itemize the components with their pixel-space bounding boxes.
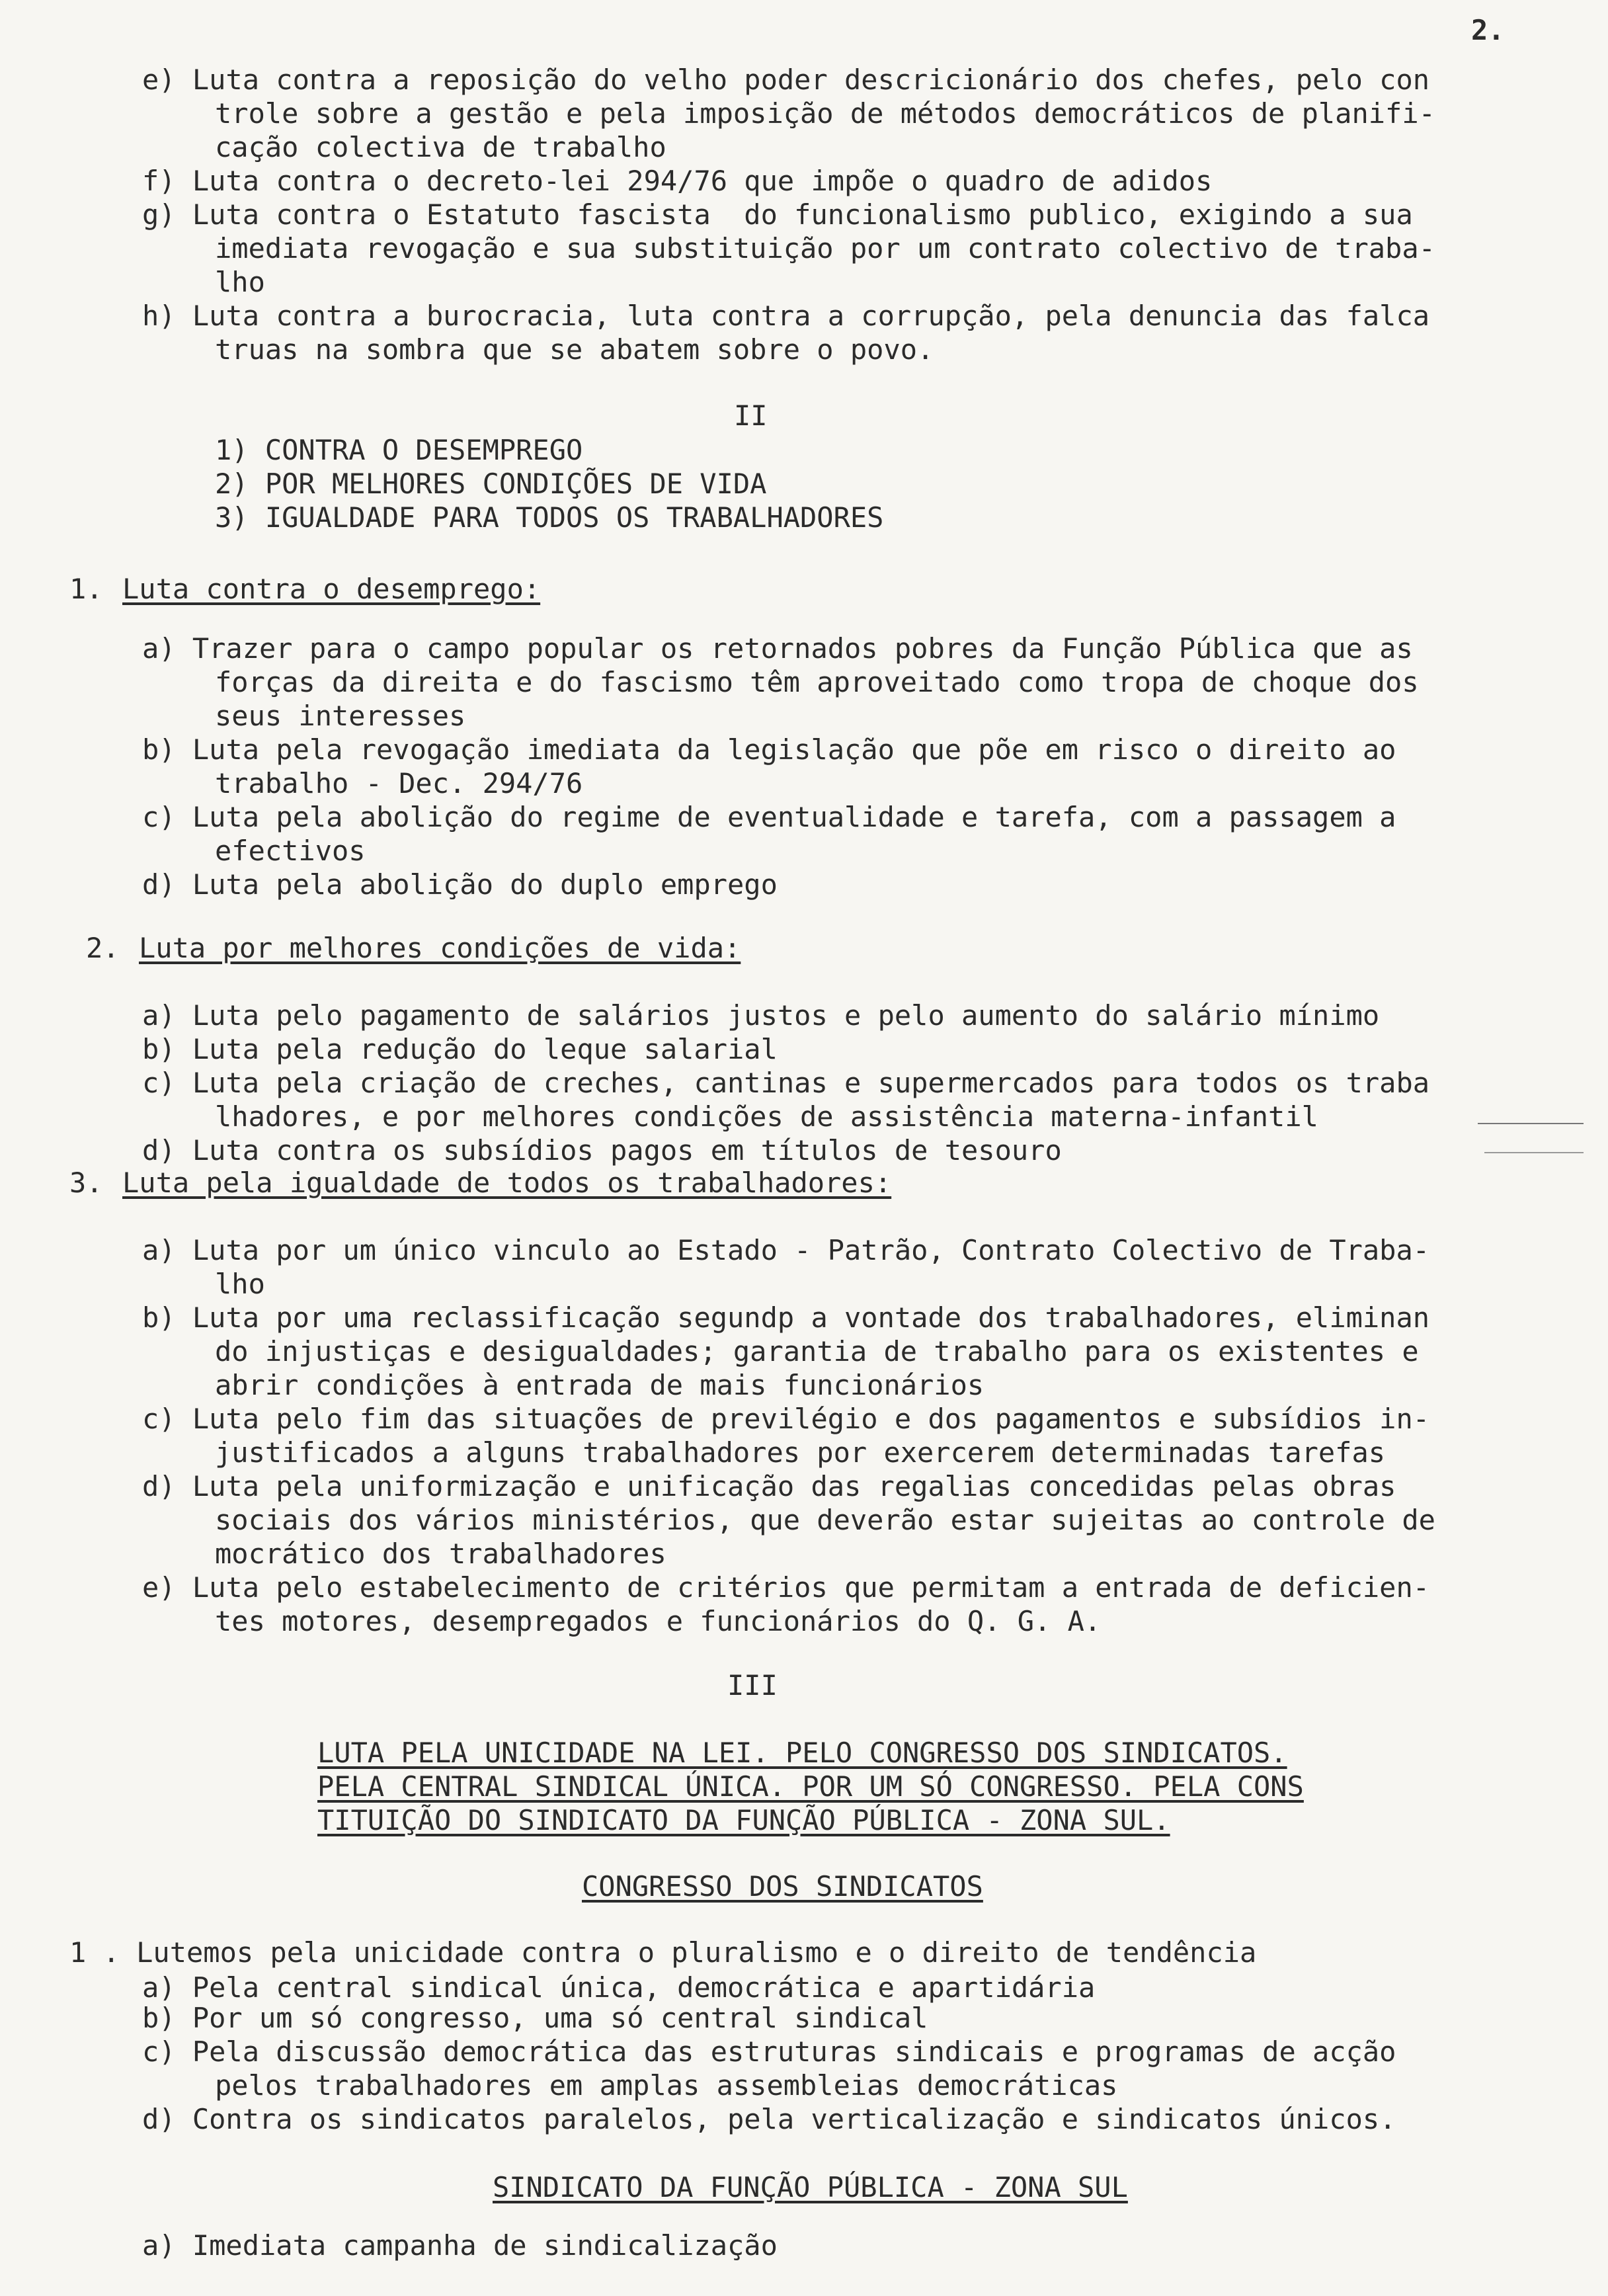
group-3-title: Luta pela igualdade de todos os trabalhadores:	[122, 1167, 892, 1199]
item-g-line-2: imediata revogação e sua substituição por um contrato colectivo de traba-	[215, 232, 1435, 265]
item-e-line-1: e) Luta contra a reposição do velho poder descricionário dos chefes, pelo con	[142, 63, 1430, 96]
section-ii-heading: II	[734, 399, 768, 432]
g3-e-line-1: e) Luta pelo estabelecimento de critérios que permitam a entrada de deficien-	[142, 1571, 1430, 1604]
g2-b-line-1: b) Luta pela redução do leque salarial	[142, 1033, 778, 1065]
g3-b-line-2: do injustiças e desigualdades; garantia de trabalho para os existentes e	[215, 1335, 1419, 1368]
g2-c-line-1: c) Luta pela criação de creches, cantinas e supermercados para todos os traba	[142, 1067, 1430, 1099]
item-g-line-1: g) Luta contra o Estatuto fascista do funcionalismo publico, exigindo a sua	[142, 198, 1413, 231]
congress-d: d) Contra os sindicatos paralelos, pela verticalização e sindicatos únicos.	[142, 2103, 1396, 2135]
slogan-line-2: PELA CENTRAL SINDICAL ÚNICA. POR UM SÓ CONGRESSO. PELA CONS	[317, 1770, 1304, 1803]
g1-c-line-2: efectivos	[215, 835, 366, 867]
g1-d-line-1: d) Luta pela abolição do duplo emprego	[142, 868, 778, 901]
g3-e-line-2: tes motores, desempregados e funcionários do Q. G. A.	[215, 1605, 1102, 1637]
g3-c-line-2: justificados a alguns trabalhadores por exercerem determinadas tarefas	[215, 1436, 1386, 1469]
group-2-title: Luta por melhores condições de vida:	[139, 932, 741, 964]
section-iii-heading: III	[727, 1669, 778, 1702]
group-1-title: Luta contra o desemprego:	[122, 573, 541, 605]
item-h-line-2: truas na sombra que se abatem sobre o povo.	[215, 333, 934, 366]
g3-a-line-1: a) Luta por um único vinculo ao Estado - Patrão, Contrato Colectivo de Traba-	[142, 1234, 1430, 1266]
g3-d-line-3: mocrático dos trabalhadores	[215, 1538, 666, 1570]
g1-b-line-1: b) Luta pela revogação imediata da legislação que põe em risco o direito ao	[142, 733, 1396, 766]
item-f-line-1: f) Luta contra o decreto-lei 294/76 que impõe o quadro de adidos	[142, 165, 1213, 197]
section-ii-item-1: 1) CONTRA O DESEMPREGO	[215, 434, 583, 466]
g1-a-line-2: forças da direita e do fascismo têm aproveitado como tropa de choque dos	[215, 666, 1419, 698]
slogan-line-1: LUTA PELA UNICIDADE NA LEI. PELO CONGRESSO DOS SINDICATOS.	[317, 1737, 1287, 1769]
g3-d-line-2: sociais dos vários ministérios, que deverão estar sujeitas ao controle de	[215, 1504, 1435, 1536]
g1-c-line-1: c) Luta pela abolição do regime de eventualidade e tarefa, com a passagem a	[142, 801, 1396, 833]
item-e-line-2: trole sobre a gestão e pela imposição de métodos democráticos de planifi-	[215, 97, 1435, 130]
page-number: 2.	[1471, 14, 1505, 46]
congress-a: a) Pela central sindical única, democrática e apartidária	[142, 1971, 1096, 2004]
section-ii-item-3: 3) IGUALDADE PARA TODOS OS TRABALHADORES	[215, 501, 884, 534]
congress-b: b) Por um só congresso, uma só central sindical	[142, 2002, 928, 2034]
group-1-number: 1.	[69, 573, 103, 605]
g3-b-line-1: b) Luta por uma reclassificação segundp a vontade dos trabalhadores, eliminan	[142, 1301, 1430, 1334]
congress-c-line-2: pelos trabalhadores em amplas assembleias democráticas	[215, 2069, 1118, 2102]
g1-a-line-3: seus interesses	[215, 700, 466, 732]
stray-mark	[1478, 1123, 1584, 1124]
section-ii-item-2: 2) POR MELHORES CONDIÇÕES DE VIDA	[215, 468, 767, 500]
union-a: a) Imediata campanha de sindicalização	[142, 2229, 778, 2262]
slogan-line-3: TITUIÇÃO DO SINDICATO DA FUNÇÃO PÚBLICA - ZONA SUL.	[317, 1804, 1170, 1836]
group-2-number: 2.	[86, 932, 120, 964]
g3-b-line-3: abrir condições à entrada de mais funcionários	[215, 1369, 985, 1401]
union-heading: SINDICATO DA FUNÇÃO PÚBLICA - ZONA SUL	[493, 2171, 1128, 2203]
congress-heading: CONGRESSO DOS SINDICATOS	[582, 1870, 983, 1903]
g1-b-line-2: trabalho - Dec. 294/76	[215, 767, 583, 800]
g3-c-line-1: c) Luta pelo fim das situações de previlégio e dos pagamentos e subsídios in-	[142, 1403, 1430, 1435]
g3-d-line-1: d) Luta pela uniformização e unificação das regalias concedidas pelas obras	[142, 1470, 1396, 1502]
g2-d-line-1: d) Luta contra os subsídios pagos em títulos de tesouro	[142, 1134, 1062, 1167]
g2-a-line-1: a) Luta pelo pagamento de salários justos e pelo aumento do salário mínimo	[142, 999, 1380, 1032]
item-h-line-1: h) Luta contra a burocracia, luta contra a corrupção, pela denuncia das falca	[142, 300, 1430, 332]
group-3-number: 3.	[69, 1167, 103, 1199]
item-e-line-3: cação colectiva de trabalho	[215, 131, 666, 163]
congress-intro: 1 . Lutemos pela unicidade contra o pluralismo e o direito de tendência	[69, 1936, 1257, 1969]
g1-a-line-1: a) Trazer para o campo popular os retornados pobres da Função Pública que as	[142, 632, 1413, 665]
g3-a-line-2: lho	[215, 1268, 265, 1300]
congress-c-line-1: c) Pela discussão democrática das estruturas sindicais e programas de acção	[142, 2035, 1396, 2068]
stray-mark	[1484, 1152, 1584, 1153]
g2-c-line-2: lhadores, e por melhores condições de assistência materna-infantil	[215, 1100, 1318, 1133]
item-g-line-3: lho	[215, 266, 265, 298]
